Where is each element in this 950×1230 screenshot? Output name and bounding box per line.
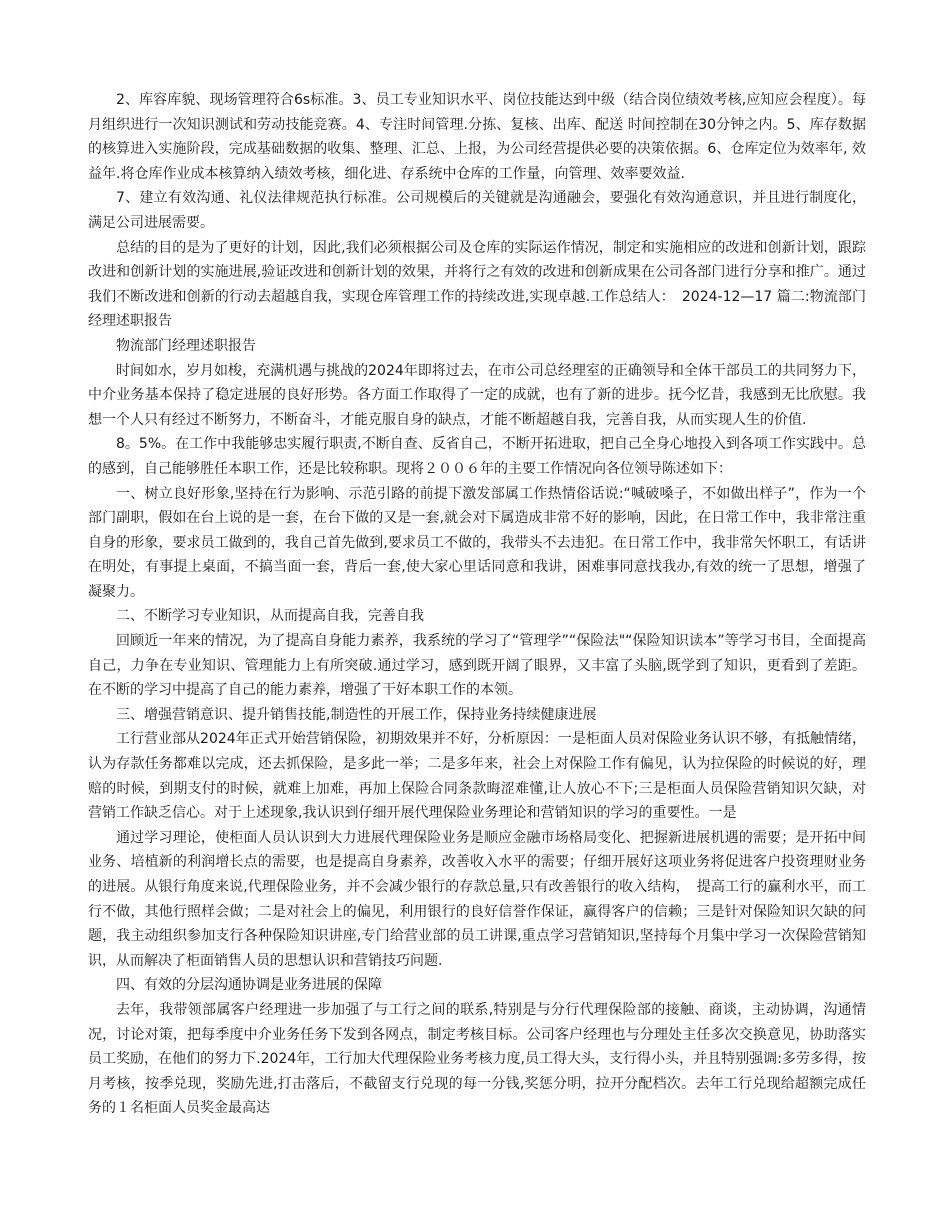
paragraph-coordination: 去年，我带领部属客户经理进一步加强了与工行之间的联系,特别是与分行代理保险部的接触、商谈，主动协调，沟通情况，讨论对策，把每季度中介业务任务下发到各网点，制定考核目标。公司客户经理也与分理处主任多次交换意见，协助落实员工奖励，在他们的努力下.2024年，工行加大代理保险业务考核力度,员工得大头，支行得小头，并且特别强调:多劳多得，按月考核，按季兑现，奖励先进,打击落后，不截留支行兑现的每一分钱,奖惩分明，拉开分配档次。去年工行兑现给超额完成任务的１名柜面人员奖金最高达 — [88, 1001, 866, 1117]
paragraph-summary-purpose: 总结的目的是为了更好的计划，因此,我们必须根据公司及仓库的实际运作情况，制定和实施相应的改进和创新计划，跟踪改进和创新计划的实施进展,验证改进和创新计划的效果，并将行之有效的改进和创新成果在公司各部门进行分享和推广。通过我们不断改进和创新的行动去超越自我，实现仓库管理工作的持续改进,实现卓越.工作总结人： 2024-12—17 篇二:物流部门经理述职报告 — [88, 239, 866, 330]
section-heading-3: 三、增强营销意识、提升销售技能,制造性的开展工作，保持业务持续健康进展 — [116, 706, 597, 723]
section-heading-4: 四、有效的分层沟通协调是业务进展的保障 — [116, 977, 382, 994]
paragraph-communication: 7、建立有效沟通、礼仪法律规范执行标准。公司规模后的关键就是沟通融会，要强化有效沟通意识，并且进行制度化，满足公司进展需要。 — [88, 190, 866, 231]
paragraph-learning: 回顾近一年来的情况，为了提高自身能力素养，我系统的学习了“管理学”“保险法"“保险知识读本”等学习书目，全面提高自己，力争在专业知识、管理能力上有所突破.通过学习，感到既开阔了眼界，又丰富了头脑,既学到了知识，更看到了差距。在不断的学习中提高了自己的能力素养，增强了干好本职工作的本领。 — [88, 633, 866, 699]
paragraph-section-1: 一、树立良好形象,坚持在行为影响、示范引路的前提下激发部属工作热情俗话说:“喊破嗓子，不如做出样子”，作为一个部门副职，假如在台上说的是一套，在台下做的又是一套,就会对下属造成非常不好的影响，因此，在日常工作中，我非常注重自身的形象，要求员工做到的，我自己首先做到,要求员工不做的，我带头不去违犯。在日常工作中，我非常矢怀职工，有话讲在明处，有事提上桌面，不搞当面一套，背后一套,使大家心里话同意和我讲，困难事同意找我办,有效的统一了思想，增强了凝聚力。 — [88, 485, 866, 600]
paragraph-duties: 8。5%。在工作中我能够忠实履行职责,不断自查、反省自己，不断开拓进取，把自己全身心地投入到各项工作实践中。总的感到，自己能够胜任本职工作，还是比较称职。现将２００６年的主要工作情况向各位领导陈述如下： — [88, 436, 866, 477]
report-title: 物流部门经理述职报告 — [116, 337, 256, 354]
paragraph-marketing-theory: 通过学习理论，使柜面人员认识到大力进展代理保险业务是顺应金融市场格局变化、把握新进展机遇的需要；是开拓中间业务、培植新的利润增长点的需要，也是提高自身素养，改善收入水平的需要；仔细开展好这项业务将促进客户投资理财业务的进展。从银行角度来说,代理保险业务，并不会减少银行的存款总量,只有改善银行的收入结构， 提高工行的赢利水平，而工行不做，其他行照样会做；二是对社会上的偏见，利用银行的良好信誉作保证，赢得客户的信赖；三是针对保险知识欠缺的问题，我主动组织参加支行各种保险知识讲座,专门给营业部的员工讲课,重点学习营销知识,坚持每个月集中学习一次保险营销知识，从而解决了柜面销售人员的思想认识和营销技巧问题. — [88, 829, 866, 969]
paragraph-intro: 时间如水，岁月如梭，充满机遇与挑战的2024年即将过去，在市公司总经理室的正确领导和全体干部员工的共同努力下，中介业务基本保持了稳定进展的良好形势。各方面工作取得了一定的成就，也有了新的进步。抚今忆昔，我感到无比欣慰。我想一个人只有经过不断努力，不断奋斗，才能克服自身的缺点，才能不断超越自我，完善自我，从而实现人生的价值. — [88, 362, 866, 428]
paragraph-marketing-analysis: 工行营业部从2024年正式开始营销保险，初期效果并不好，分析原因：一是柜面人员对保险业务认识不够，有抵触情绪，认为存款任务都难以完成，还去抓保险，是多此一举；二是多年来，社会上对保险工作有偏见，认为拉保险的时候说的好，理赔的时候，到期支付的时候，就难上加难，再加上保险合同条款晦涩难懂,让人放心不下;三是柜面人员保险营销知识欠缺，对营销工作缺乏信心。对于上述现象,我认识到仔细开展代理保险业务理论和营销知识的学习的重要性。一是 — [88, 731, 866, 822]
paragraph-warehouse-standards: 2、库容库貌、现场管理符合6s标准。3、员工专业知识水平、岗位技能达到中级（结合岗位绩效考核,应知应会程度）。每月组织进行一次知识测试和劳动技能竞赛。4、专注时间管理.分拣、复核、出库、配送 时间控制在30分钟之内。5、库存数据的核算进入实施阶段，完成基础数据的收集、整理、汇总、上报，为公司经营提供必要的决策依据。6、仓库定位为效率年, 效益年.将仓库作业成本核算纳入绩效考核，细化进、存系统中仓库的工作量，向管理、效率要效益. — [88, 92, 866, 182]
section-heading-2: 二、不断学习专业知识，从而提高自我，完善自我 — [116, 608, 424, 625]
